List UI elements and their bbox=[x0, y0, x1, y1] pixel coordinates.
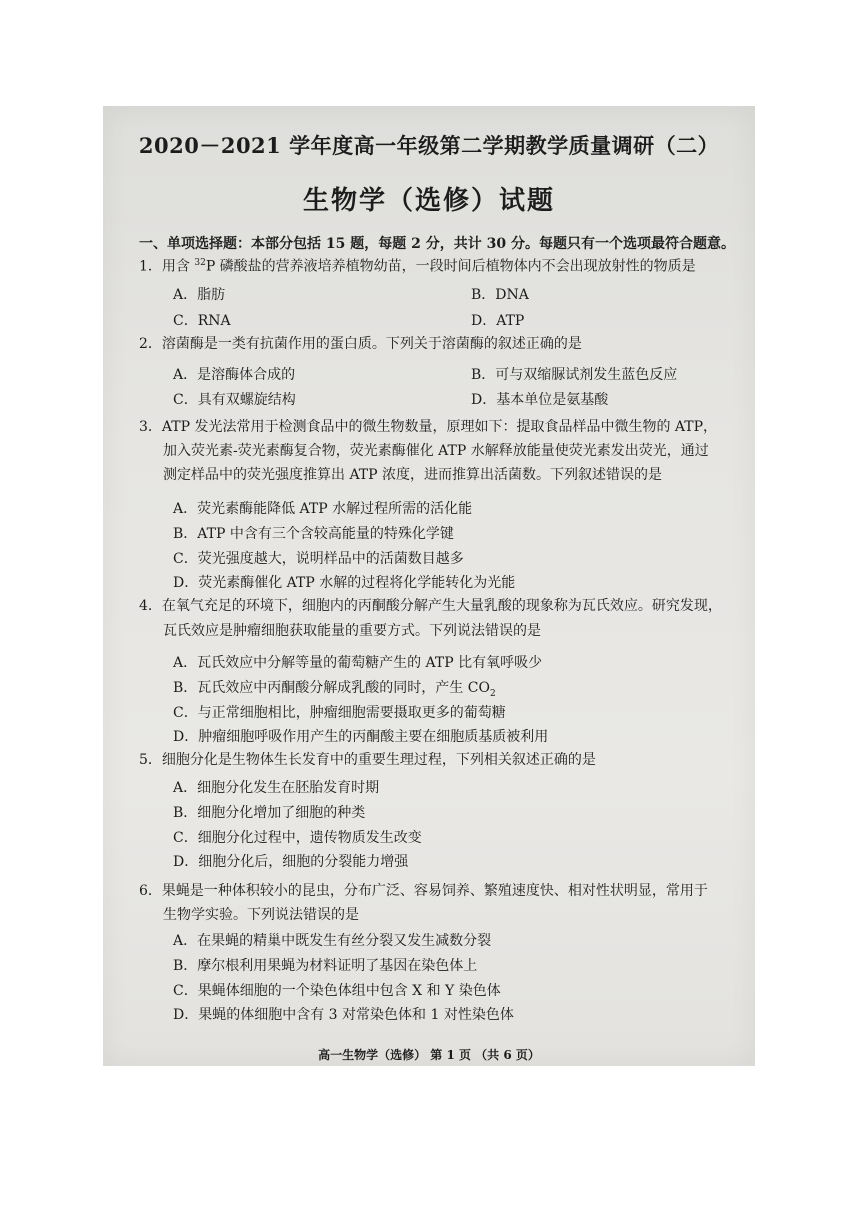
page-footer: 高一生物学（选修） 第 1 页 （共 6 页） bbox=[318, 1048, 540, 1062]
question-1-option-d: D．ATP bbox=[471, 313, 525, 329]
question-3-stem-line-1: 3．ATP 发光法常用于检测食品中的微生物数量，原理如下：提取食品样品中微生物的 ATP， bbox=[139, 419, 718, 435]
question-2-stem: 2．溶菌酶是一类有抗菌作用的蛋白质。下列关于溶菌酶的叙述正确的是 bbox=[139, 336, 582, 352]
question-2-option-b: B．可与双缩脲试剂发生蓝色反应 bbox=[471, 367, 678, 383]
question-6-option-d: D．果蝇的体细胞中含有 3 对常染色体和 1 对性染色体 bbox=[173, 1007, 514, 1023]
question-1-option-a: A．脂肪 bbox=[173, 287, 226, 303]
question-3-option-d: D．荧光素酶催化 ATP 水解的过程将化学能转化为光能 bbox=[173, 575, 516, 591]
question-4-option-c: C．与正常细胞相比，肿瘤细胞需要摄取更多的葡萄糖 bbox=[173, 705, 506, 721]
question-6-option-c: C．果蝇体细胞的一个染色体组中包含 X 和 Y 染色体 bbox=[173, 983, 501, 999]
exam-paper-photo bbox=[103, 106, 755, 1066]
question-2-option-d: D．基本单位是氨基酸 bbox=[471, 392, 609, 408]
question-6-stem-line-1: 6．果蝇是一种体积较小的昆虫，分布广泛、容易饲养、繁殖速度快、相对性状明显，常用于 bbox=[139, 883, 708, 899]
question-3-option-b: B．ATP 中含有三个含较高能量的特殊化学键 bbox=[173, 526, 454, 542]
question-1-option-c: C．RNA bbox=[173, 313, 231, 329]
question-3-stem-line-2: 加入荧光素-荧光素酶复合物，荧光素酶催化 ATP 水解释放能量使荧光素发出荧光，通过 bbox=[163, 443, 709, 459]
question-5-stem: 5．细胞分化是生物体生长发育中的重要生理过程，下列相关叙述正确的是 bbox=[139, 752, 596, 768]
question-5-option-c: C．细胞分化过程中，遗传物质发生改变 bbox=[173, 830, 422, 846]
question-5-option-a: A．细胞分化发生在胚胎发育时期 bbox=[173, 780, 380, 796]
question-3-stem-line-3: 测定样品中的荧光强度推算出 ATP 浓度，进而推算出活菌数。下列叙述错误的是 bbox=[163, 467, 663, 483]
question-4-option-b: B．瓦氏效应中丙酮酸分解成乳酸的同时，产生 $CO_2$ bbox=[173, 680, 496, 699]
question-5-option-d: D．细胞分化后，细胞的分裂能力增强 bbox=[173, 854, 409, 870]
question-3-option-c: C．荧光强度越大，说明样品中的活菌数目越多 bbox=[173, 551, 464, 567]
question-1-option-b: B．DNA bbox=[471, 287, 529, 303]
question-4-option-a: A．瓦氏效应中分解等量的葡萄糖产生的 ATP 比有氧呼吸少 bbox=[173, 655, 543, 671]
question-2-option-a: A．是溶酶体合成的 bbox=[173, 367, 296, 383]
exam-title: 2020－2021 学年度高一年级第二学期教学质量调研（二） bbox=[138, 133, 720, 158]
question-5-option-b: B．细胞分化增加了细胞的种类 bbox=[173, 805, 366, 821]
section-heading: 一、单项选择题：本部分包括 15 题，每题 2 分，共计 30 分。每题只有一个选项最符合题意。 bbox=[139, 236, 735, 252]
question-6-option-b: B．摩尔根利用果蝇为材料证明了基因在染色体上 bbox=[173, 958, 478, 974]
question-4-option-d: D．肿瘤细胞呼吸作用产生的丙酮酸主要在细胞质基质被利用 bbox=[173, 729, 549, 745]
question-3-option-a: A．荧光素酶能降低 ATP 水解过程所需的活化能 bbox=[173, 501, 473, 517]
question-1-stem: 1．用含 $^{32}$P 磷酸盐的营养液培养植物幼苗，一段时间后植物体内不会出现放射性的物质是 bbox=[139, 258, 696, 275]
exam-subtitle: 生物学（选修）试题 bbox=[302, 186, 555, 216]
question-6-option-a: A．在果蝇的精巢中既发生有丝分裂又发生减数分裂 bbox=[173, 933, 492, 949]
question-4-stem-line-1: 4．在氧气充足的环境下，细胞内的丙酮酸分解产生大量乳酸的现象称为瓦氏效应。研究发现， bbox=[139, 598, 722, 614]
question-4-stem-line-2: 瓦氏效应是肿瘤细胞获取能量的重要方式。下列说法错误的是 bbox=[163, 623, 541, 639]
question-6-stem-line-2: 生物学实验。下列说法错误的是 bbox=[163, 907, 359, 923]
question-2-option-c: C．具有双螺旋结构 bbox=[173, 392, 296, 408]
